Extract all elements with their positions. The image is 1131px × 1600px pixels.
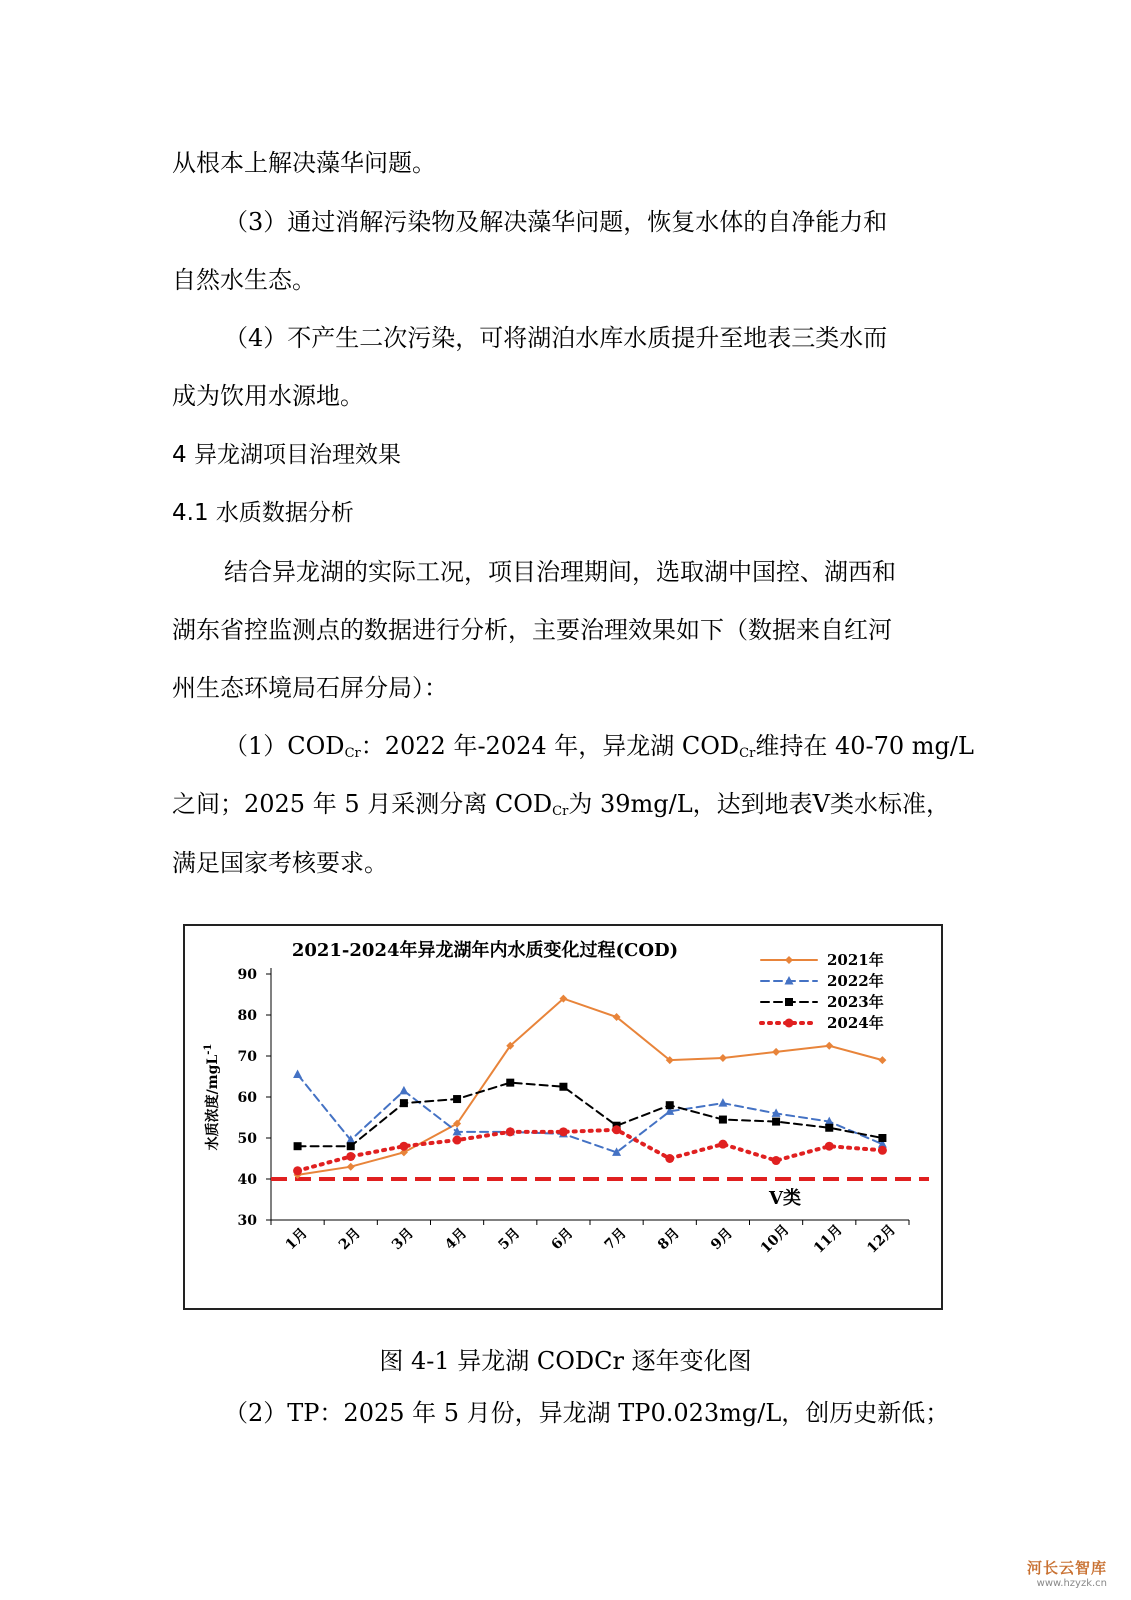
y-axis-label: 水质浓度/mgL$^{-1}$ [203, 1043, 221, 1151]
series-line-2024年 [298, 1130, 883, 1171]
paragraph-line: 从根本上解决藻华问题。 [172, 149, 436, 177]
data-point-2023年 [666, 1101, 674, 1109]
y-tick-label: 30 [237, 1213, 257, 1229]
legend-label: 2024年 [827, 1014, 884, 1032]
x-tick-label: 6月 [548, 1225, 577, 1254]
paragraph-line: 州生态环境局石屏分局）： [172, 674, 448, 702]
y-tick-label: 70 [237, 1049, 257, 1065]
y-axis-label-sup: -1 [203, 1043, 214, 1055]
data-point-2023年 [294, 1142, 302, 1150]
data-point-2024年 [346, 1152, 355, 1161]
paragraph-line: 湖东省控监测点的数据进行分析，主要治理效果如下（数据来自红河 [172, 616, 892, 644]
subscript: Cr [552, 804, 569, 819]
paragraph-line: 满足国家考核要求。 [172, 849, 388, 877]
text-run: 维持在 40-70 mg/L [755, 732, 974, 760]
data-point-2021年 [878, 1056, 886, 1064]
x-tick-label: 11月 [810, 1221, 846, 1257]
text-run: 之间；2025 年 5 月采测分离 COD [172, 790, 553, 818]
subscript: Cr [344, 746, 361, 761]
cod-line-chart [183, 924, 943, 1310]
x-tick-label: 9月 [708, 1225, 737, 1254]
data-point-2023年 [878, 1134, 886, 1142]
data-point-2022年 [718, 1098, 727, 1107]
x-tick-label: 8月 [654, 1225, 683, 1254]
data-point-2024年 [718, 1140, 727, 1149]
x-tick-label: 4月 [442, 1225, 471, 1254]
x-tick-label: 10月 [757, 1221, 793, 1257]
text-run: （1）COD [224, 732, 345, 760]
data-point-2021年 [772, 1048, 780, 1056]
legend-label: 2021年 [827, 951, 884, 969]
paragraph-line: 结合异龙湖的实际工况，项目治理期间，选取湖中国控、湖西和 [224, 558, 896, 586]
legend-marker [785, 956, 793, 964]
data-point-2023年 [772, 1118, 780, 1126]
paragraph-line: 自然水生态。 [172, 266, 316, 294]
subsection-heading: 4.1 水质数据分析 [172, 500, 354, 526]
x-tick-label: 3月 [389, 1225, 418, 1254]
watermark [1027, 1557, 1107, 1589]
y-tick-label: 60 [237, 1090, 257, 1106]
data-point-2024年 [453, 1136, 462, 1145]
data-point-2023年 [559, 1083, 567, 1091]
paragraph-line [224, 731, 1014, 769]
data-point-2024年 [878, 1146, 887, 1155]
chart-title: 2021-2024年异龙湖年内水质变化过程(COD) [291, 940, 679, 961]
text-run: 为 39mg/L，达到地表Ⅴ类水标准， [568, 790, 950, 818]
data-point-2023年 [347, 1142, 355, 1150]
figure-caption: 图 4-1 异龙湖 CODCr 逐年变化图 [379, 1347, 752, 1375]
x-tick-label: 2月 [335, 1225, 364, 1254]
chart-canvas [185, 926, 941, 1308]
legend-marker [785, 998, 793, 1006]
y-tick-label: 90 [237, 967, 257, 983]
paragraph-line: （2）TP：2025 年 5 月份，异龙湖 TP0.023mg/L，创历史新低； [224, 1399, 950, 1427]
data-point-2024年 [293, 1166, 302, 1175]
y-tick-label: 80 [237, 1008, 257, 1024]
data-point-2024年 [399, 1142, 408, 1151]
legend-marker [785, 1019, 794, 1028]
legend-label: 2023年 [827, 993, 884, 1011]
data-point-2024年 [559, 1127, 568, 1136]
series-line-2023年 [298, 1083, 883, 1147]
text-run: ：2022 年-2024 年，异龙湖 COD [360, 732, 740, 760]
data-point-2021年 [719, 1054, 727, 1062]
paragraph-line: （4）不产生二次污染，可将湖泊水库水质提升至地表三类水而 [224, 324, 888, 352]
data-point-2024年 [506, 1127, 515, 1136]
data-point-2023年 [400, 1099, 408, 1107]
series-line-2022年 [298, 1074, 883, 1152]
watermark-name: 河长云智库 [1026, 1559, 1107, 1577]
y-tick-label: 50 [237, 1131, 257, 1147]
data-point-2021年 [347, 1163, 355, 1171]
data-point-2023年 [719, 1116, 727, 1124]
x-tick-label: 12月 [864, 1221, 900, 1257]
class-v-label: Ⅴ类 [769, 1188, 801, 1209]
x-tick-label: 5月 [495, 1225, 524, 1254]
x-tick-label: 7月 [601, 1225, 630, 1254]
paragraph-line: 成为饮用水源地。 [172, 382, 364, 410]
data-point-2022年 [293, 1069, 302, 1078]
paragraph-line [172, 789, 962, 827]
subscript: Cr [739, 746, 756, 761]
data-point-2024年 [665, 1154, 674, 1163]
x-tick-label: 1月 [282, 1225, 311, 1254]
section-heading: 4 异龙湖项目治理效果 [172, 442, 401, 468]
data-point-2024年 [612, 1125, 621, 1134]
data-point-2022年 [399, 1086, 408, 1095]
data-point-2023年 [825, 1124, 833, 1132]
watermark-url: www.hzyzk.cn [1036, 1578, 1107, 1589]
data-point-2023年 [506, 1079, 514, 1087]
data-point-2021年 [825, 1042, 833, 1050]
paragraph-line: （3）通过消解污染物及解决藻华问题，恢复水体的自净能力和 [224, 208, 888, 236]
data-point-2024年 [772, 1156, 781, 1165]
data-point-2023年 [453, 1095, 461, 1103]
data-point-2024年 [825, 1142, 834, 1151]
legend-label: 2022年 [827, 972, 884, 990]
y-tick-label: 40 [237, 1172, 257, 1188]
